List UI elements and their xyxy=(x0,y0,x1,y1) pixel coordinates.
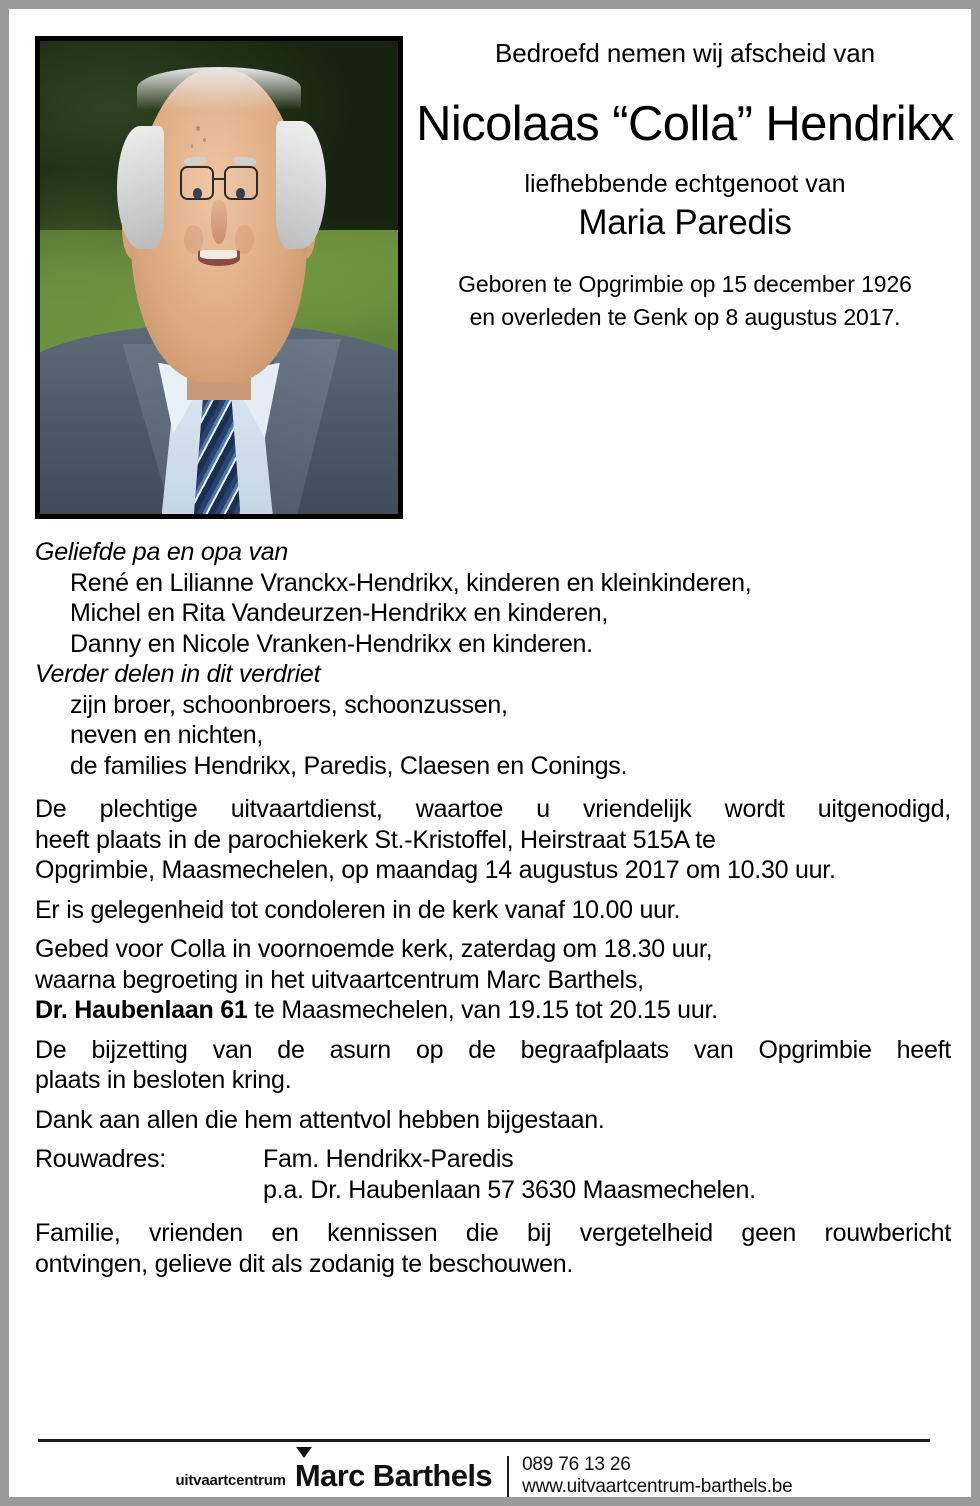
thanks-line: Dank aan allen die hem attentvol hebben bijgestaan. xyxy=(35,1105,605,1134)
portrait-skin-mark xyxy=(196,126,200,131)
mourning-address-label: Rouwadres: xyxy=(35,1145,166,1173)
triangle-icon xyxy=(296,1447,312,1458)
portrait-teeth xyxy=(200,250,237,259)
footer-phone: 089 76 13 26 xyxy=(522,1454,631,1475)
other-relative-line: de families Hendrikx, Paredis, Claesen en Conings. xyxy=(70,751,628,780)
body-column xyxy=(35,537,951,1279)
burial-line-2: plaats in besloten kring. xyxy=(35,1066,292,1094)
mourning-address-spacer xyxy=(35,1175,263,1206)
portrait-glasses xyxy=(180,166,259,200)
portrait-cheek-left xyxy=(184,225,203,253)
portrait-photo xyxy=(40,41,398,514)
portrait-eye-left xyxy=(193,188,203,199)
portrait-photo-frame xyxy=(35,36,403,519)
mourning-address-block xyxy=(35,1144,951,1205)
portrait-hair-left xyxy=(117,126,164,249)
footer-website: www.uitvaartcentrum-barthels.be xyxy=(522,1476,793,1497)
ceremony-line-2: heeft plaats in de parochiekerk St.-Kristoffel, Heirstraat 515A te xyxy=(35,825,716,854)
child-line: Danny en Nicole Vranken-Hendrikx en kinderen. xyxy=(70,629,593,658)
mourning-address-line-1: Fam. Hendrikx-Paredis xyxy=(263,1145,514,1173)
portrait-cheek-right xyxy=(235,225,254,253)
portrait-hair-top xyxy=(137,67,302,110)
spouse-label: liefhebbende echtgenoot van xyxy=(524,170,846,198)
others-heading: Verder delen in dit verdriet xyxy=(35,660,321,688)
footer-divider-rule xyxy=(38,1439,930,1442)
ceremony-line-3: Opgrimbie, Maasmechelen, op maandag 14 augustus 2017 om 10.30 uur. xyxy=(35,856,836,884)
brand-prefix-label: uitvaartcentrum xyxy=(175,1472,286,1489)
deceased-name: Nicolaas “Colla” Hendrikx xyxy=(416,97,954,151)
prayer-line-1: Gebed voor Colla in voornoemde kerk, zaterdag om 18.30 uur, xyxy=(35,935,713,963)
family-children-block xyxy=(35,537,951,659)
footer-vertical-divider xyxy=(507,1456,509,1497)
header-column xyxy=(415,36,955,334)
spouse-name: Maria Paredis xyxy=(578,203,792,242)
portrait-eyebrow-right xyxy=(233,156,256,166)
footer xyxy=(38,1452,930,1497)
prayer-line-3 xyxy=(35,995,951,1026)
birth-death-dates xyxy=(415,268,955,334)
ceremony-block xyxy=(35,794,951,886)
portrait-skin-mark xyxy=(191,144,193,147)
child-line: Michel en Rita Vandeurzen-Hendrikx en kinderen, xyxy=(70,599,609,627)
burial-line-1: De bijzetting van de asurn op de begraafplaats van Opgrimbie heeft xyxy=(35,1035,951,1064)
prayer-address-bold: Dr. Haubenlaan 61 xyxy=(35,996,248,1024)
mourning-address-row xyxy=(35,1144,951,1175)
portrait-eye-right xyxy=(236,188,246,199)
mourning-address-row xyxy=(35,1175,951,1206)
children-heading: Geliefde pa en opa van xyxy=(35,538,289,566)
brand-name-text: Marc Barthels xyxy=(294,1458,493,1493)
prayer-line-2: waarna begroeting in het uitvaartcentrum Marc Barthels, xyxy=(35,965,644,994)
closing-block xyxy=(35,1218,951,1279)
other-relative-line: zijn broer, schoonbroers, schoonzussen, xyxy=(70,690,508,719)
death-line: en overleden te Genk op 8 augustus 2017. xyxy=(469,304,901,330)
prayer-block xyxy=(35,934,951,1026)
birth-line: Geboren te Opgrimbie op 15 december 1926 xyxy=(458,271,912,297)
portrait-skin-mark xyxy=(203,138,206,142)
burial-block xyxy=(35,1035,951,1096)
intro-line: Bedroefd nemen wij afscheid van xyxy=(495,38,875,68)
prayer-address-rest: te Maasmechelen, van 19.15 tot 20.15 uur. xyxy=(247,996,718,1024)
ceremony-line-1: De plechtige uitvaartdienst, waartoe u vriendelijk wordt uitgenodigd, xyxy=(35,795,951,823)
glasses-bridge xyxy=(214,178,223,181)
portrait-nose xyxy=(211,200,227,244)
other-relative-line: neven en nichten, xyxy=(70,721,264,749)
mourning-address-line-2: p.a. Dr. Haubenlaan 57 3630 Maasmechelen. xyxy=(263,1175,756,1204)
closing-line-2: ontvingen, gelieve dit als zodanig te beschouwen. xyxy=(35,1249,574,1278)
funeral-home-logo xyxy=(175,1458,492,1494)
closing-line-1: Familie, vrienden en kennissen die bij vergetelheid geen rouwbericht xyxy=(35,1219,951,1247)
portrait-eyebrow-left xyxy=(184,156,207,166)
condolence-line: Er is gelegenheid tot condoleren in de kerk vanaf 10.00 uur. xyxy=(35,895,681,924)
portrait-mouth xyxy=(198,250,240,266)
footer-contact xyxy=(522,1454,792,1497)
brand-name-label xyxy=(286,1458,492,1494)
memorial-card xyxy=(9,9,971,1497)
child-line: René en Lilianne Vranckx-Hendrikx, kinderen en kleinkinderen, xyxy=(70,568,752,597)
family-others-block xyxy=(35,659,951,781)
